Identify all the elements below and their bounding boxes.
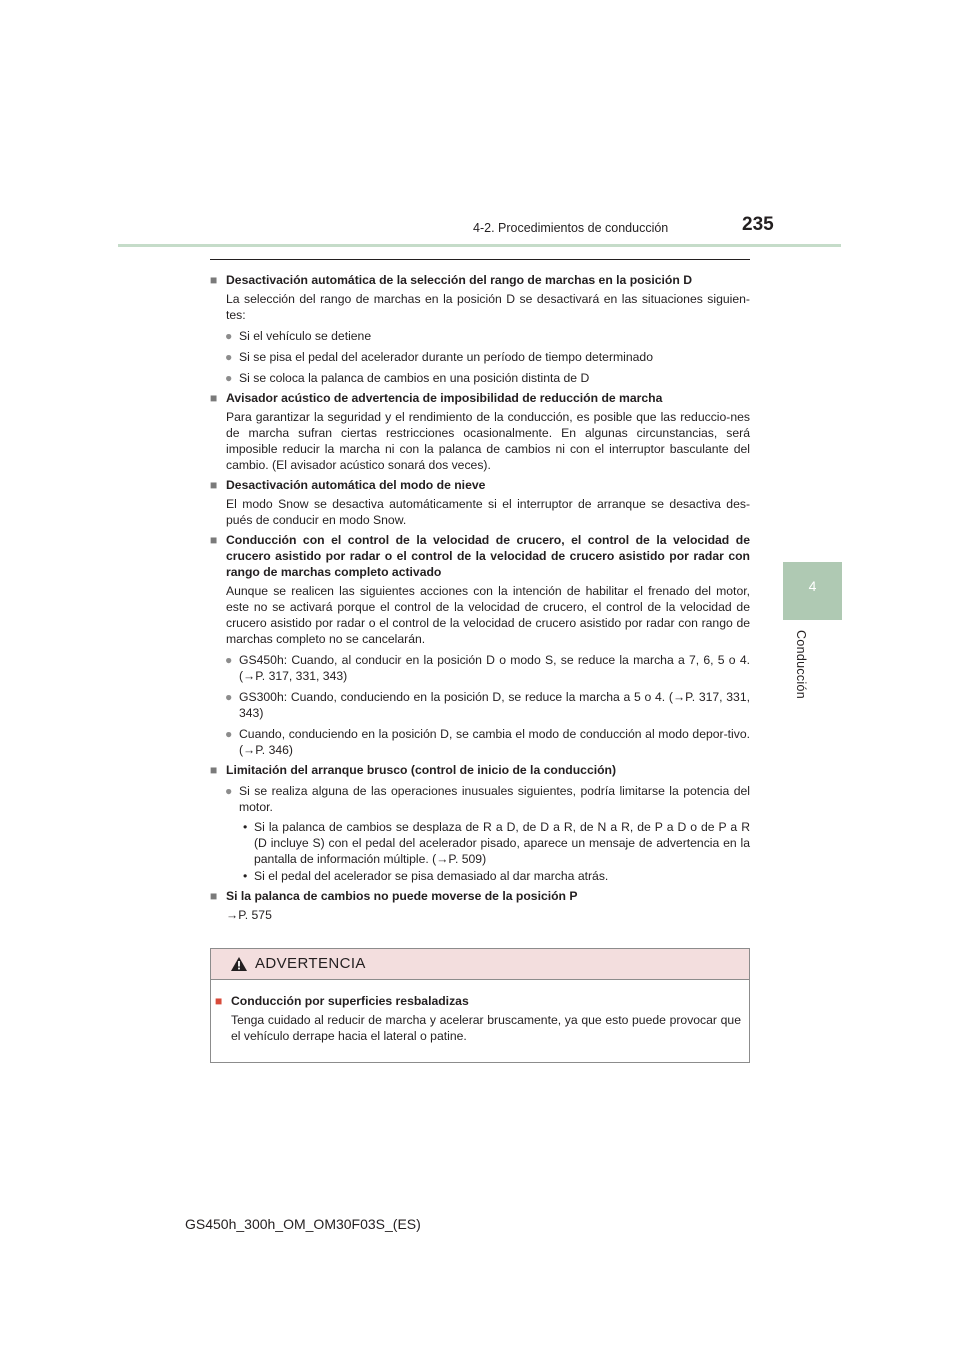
paragraph: Aunque se realicen las siguientes acciones con la intención de habilitar el frenado del motor, este no se activará porque el control de la velocidad de crucero, el control de la velocidad de crucero asistido por radar o el control de la velocidad de crucero asistido por radar con rango de marchas completo no se cancelarán. [226, 584, 750, 646]
list-item-text: Si se coloca la palanca de cambios en una posición distinta de D [239, 371, 590, 385]
section-heading [210, 532, 750, 580]
paragraph: →P. 575 [226, 908, 272, 922]
warning-box [210, 948, 750, 1063]
round-bullet-icon: ● [225, 329, 233, 343]
heading-text: Desactivación automática del modo de nieve [226, 478, 486, 492]
paragraph: El modo Snow se desactiva automáticamente si el interruptor de arranque se desactiva des-pués de conducir en modo Snow. [226, 497, 750, 527]
chapter-label: Conducción [794, 630, 808, 700]
warning-text: Tenga cuidado al reducir de marcha y acelerar bruscamente, ya que esto puede provocar que el vehículo derrape hacia el lateral o patine. [231, 1013, 741, 1043]
paragraph: Para garantizar la seguridad y el rendimiento de la conducción, es posible que las reduccio-nes de marcha sufran ciertas restricciones ocasionalmente. En algunas circunstancias, será imposible reducir la marcha ni con la palanca de cambios ni con el interruptor basculante del cambio. (El avisador acústico sonará dos veces). [226, 410, 750, 472]
warning-header [211, 949, 749, 980]
square-bullet-icon: ■ [210, 273, 218, 287]
warning-body [211, 989, 749, 1048]
heading-text: Conducción con el control de la velocidad de crucero, el control de la velocidad de crucero asistido por radar o el control de la velocidad de crucero asistido por radar con rango de marchas completo activado [226, 533, 750, 579]
round-bullet-icon: ● [225, 727, 233, 741]
square-bullet-icon: ■ [210, 763, 218, 777]
section-heading [210, 272, 750, 288]
warning-triangle-icon [230, 956, 248, 972]
list-item [210, 370, 750, 386]
list-item-text: GS450h: Cuando, al conducir en la posición D o modo S, se reduce la marcha a 7, 6, 5 o 4. (→P. 317, 331, 343) [239, 653, 750, 683]
list-item-text: Si el vehículo se detiene [239, 329, 372, 343]
list-item [210, 328, 750, 344]
list-item [210, 689, 750, 721]
sub-list-item [210, 868, 750, 884]
round-bullet-icon: ● [225, 371, 233, 385]
square-bullet-icon: ■ [210, 889, 218, 903]
square-bullet-icon: ■ [215, 994, 223, 1008]
sub-list-item-text: Si el pedal del acelerador se pisa demasiado al dar marcha atrás. [254, 869, 609, 883]
heading-text: Desactivación automática de la selección del rango de marchas en la posición D [226, 273, 692, 287]
sub-bullet-icon: • [243, 820, 248, 834]
warning-heading [211, 993, 749, 1009]
list-item [210, 726, 750, 758]
warning-title: ADVERTENCIA [255, 955, 366, 972]
list-item-text: Si se pisa el pedal del acelerador durante un período de tiempo determinado [239, 350, 653, 364]
document-code: GS450h_300h_OM_OM30F03S_(ES) [185, 1216, 421, 1232]
list-item [210, 783, 750, 815]
round-bullet-icon: ● [225, 690, 233, 704]
section-heading [210, 888, 750, 904]
section-heading [210, 762, 750, 778]
chapter-number: 4 [808, 578, 817, 594]
list-item-text: GS300h: Cuando, conduciendo en la posición D, se reduce la marcha a 5 o 4. (→P. 317, 331, 343) [239, 690, 750, 720]
heading-text: Si la palanca de cambios no puede moverse de la posición P [226, 889, 578, 903]
chapter-tab[interactable] [783, 562, 842, 620]
list-item-text: Si se realiza alguna de las operaciones inusuales siguientes, podría limitarse la potencia del motor. [239, 784, 750, 814]
content-rule [210, 259, 750, 260]
list-item-text: Cuando, conduciendo en la posición D, se cambia el modo de conducción al modo depor-tivo. (→P. 346) [239, 727, 750, 757]
heading-text: Limitación del arranque brusco (control de inicio de la conducción) [226, 763, 617, 777]
section-header: 4-2. Procedimientos de conducción [473, 221, 669, 235]
list-item [210, 652, 750, 684]
heading-text: Avisador acústico de advertencia de imposibilidad de reducción de marcha [226, 391, 663, 405]
round-bullet-icon: ● [225, 653, 233, 667]
round-bullet-icon: ● [225, 784, 233, 798]
heading-text: Conducción por superficies resbaladizas [231, 994, 469, 1008]
square-bullet-icon: ■ [210, 478, 218, 492]
page-number: 235 [742, 214, 774, 235]
paragraph: La selección del rango de marchas en la posición D se desactivará en las situaciones siguien-tes: [226, 292, 750, 322]
sub-list-item-text: Si la palanca de cambios se desplaza de R a D, de D a R, de N a R, de P a D o de P a R (D incluye S) con el pedal del acelerador pisado, aparece un mensaje de advertencia en la pantalla de información múltiple. (→P. 509) [254, 820, 750, 866]
sub-bullet-icon: • [243, 869, 248, 883]
page-content [210, 268, 750, 927]
section-heading [210, 390, 750, 406]
list-item [210, 349, 750, 365]
square-bullet-icon: ■ [210, 391, 218, 405]
sub-list-item [210, 819, 750, 867]
section-heading [210, 477, 750, 493]
square-bullet-icon: ■ [210, 533, 218, 547]
header-rule [118, 244, 841, 247]
round-bullet-icon: ● [225, 350, 233, 364]
